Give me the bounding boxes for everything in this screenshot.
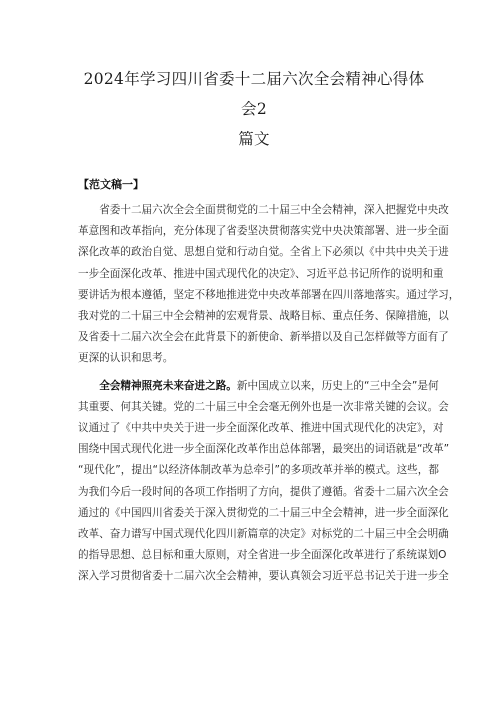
paragraph-2-line: 改革、奋力谱写中国式现代化四川新篇章的决定》对标党的二十届三中全会明确 (78, 528, 449, 541)
paragraph-2-first-rest: 新中国成立以来，历史上的“三中全会”是何 (236, 379, 439, 392)
paragraph-1-line: 省委十二届六次全会全面贯彻党的二十届三中全会精神，深入把握党中央改 (99, 204, 449, 216)
paragraph-2-line: 议通过了《中共中央关于进一步全面深化改革、推进中国式现代化的决定》，对 (78, 422, 444, 435)
paragraph-1 (78, 200, 460, 370)
paragraph-2-lead: 全会精神照亮未来奋进之路。 (99, 379, 237, 392)
paragraph-1-line: 革意图和改革指向，充分体现了省委坚决贯彻落实党中央决策部署、进一步全面 (78, 225, 449, 238)
paragraph-1-line: 一步全面深化改革、推进中国式现代化的决定》、习近平总书记所作的说明和重 (78, 267, 444, 280)
section-label: 【范文稿一】 (78, 178, 144, 191)
paragraph-2-line: 其重要、何其关键。党的二十届三中全会毫无例外也是一次非常关键的会议。会 (78, 400, 449, 413)
paragraph-2 (78, 376, 450, 588)
paragraph-2-line: “现代化”，提出“以经济体制改革为总牵引”的多项改革并举的模式。这些，都 (78, 464, 439, 477)
paragraph-1-line: 深化改革的政治自觉、思想自觉和行动自觉。全省上下必须以《中共中央关于进 (78, 246, 449, 259)
paragraph-2-line: 围绕中国式现代化进一步全面深化改革作出总体部署，最突出的词语就是“改革” (78, 443, 450, 456)
paragraph-1-line: 及省委十二届六次全会在此背景下的新使命、新举措以及自己怎样做等方面有了 (78, 331, 449, 344)
paragraph-2-first-line (78, 376, 439, 397)
paragraph-2-line: 的指导思想、总目标和重大原则，对全省进一步全面深化改革进行了系统谋划O (78, 549, 447, 562)
paragraph-1-line: 更深的认识和思考。 (78, 352, 174, 365)
title-line-1: 2024年学习四川省委十二届六次全会精神心得体会2 (83, 70, 425, 118)
paragraph-1-line: 我对党的二十届三中全会精神的宏观背景、战略目标、重点任务、保障措施，以 (78, 310, 449, 323)
title-line-2: 篇文 (238, 130, 270, 148)
document-title (78, 64, 430, 154)
paragraph-2-line: 通过的《中国四川省委关于深入贯彻党的二十届三中全会精神，进一步全面深化 (78, 506, 449, 519)
paragraph-2-line: 深入学习贯彻省委十二届六次全会精神，要认真领会习近平总书记关于进一步全 (78, 570, 449, 583)
paragraph-1-line: 要讲话为根本遵循，坚定不移地推进党中央改革部署在四川落地落实。通过学习， (78, 288, 460, 301)
paragraph-2-line: 为我们今后一段时间的各项工作指明了方向，提供了遵循。省委十二届六次全会 (78, 485, 449, 498)
